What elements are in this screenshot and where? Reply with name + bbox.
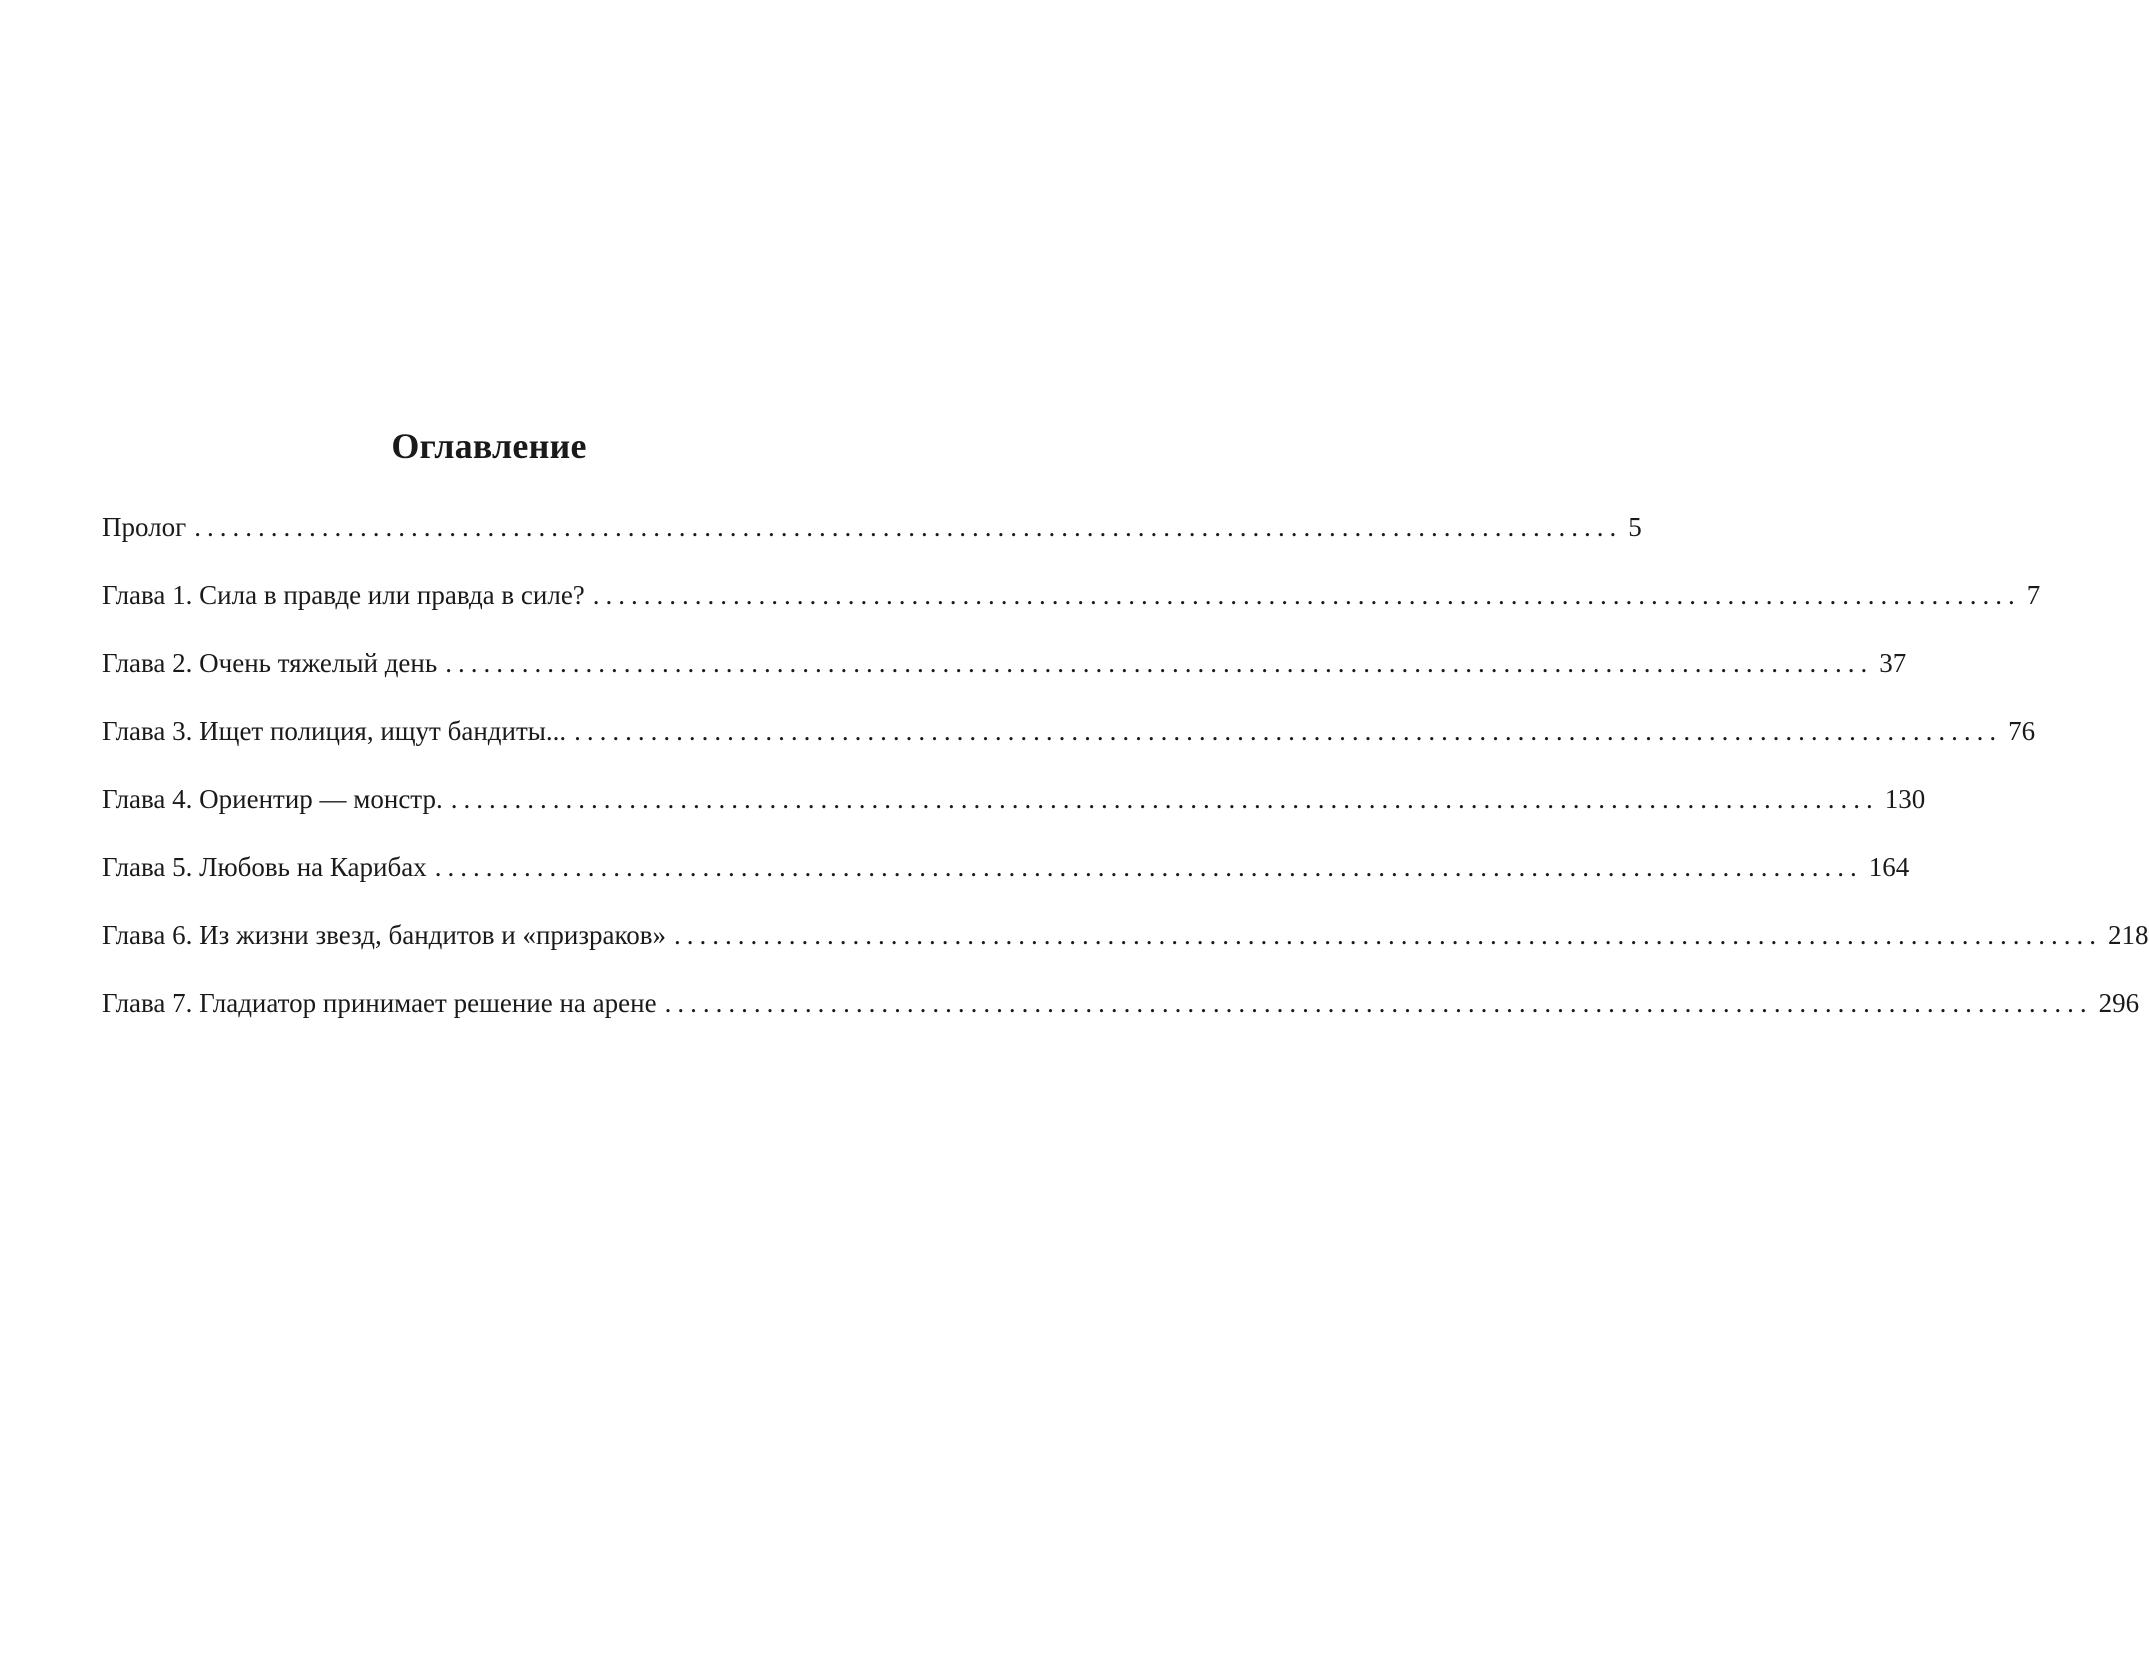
dot-leader: ................................................................................................................ bbox=[194, 512, 1623, 542]
toc-title: Оглавление bbox=[391, 426, 587, 466]
toc-entry-chapter-4[interactable] bbox=[102, 782, 1926, 850]
toc-entry-label: Глава 3. Ищет полиция, ищут бандиты... bbox=[102, 716, 567, 746]
dot-leader: ................................................................................................................ bbox=[434, 852, 1863, 882]
toc-entry-chapter-7[interactable] bbox=[102, 986, 2140, 1054]
dot-leader: ................................................................................................................ bbox=[450, 784, 1879, 814]
toc-entry-page: 7 bbox=[2026, 580, 2041, 610]
toc-entry-label: Пролог bbox=[102, 512, 187, 542]
toc-entry-chapter-3[interactable] bbox=[102, 714, 2036, 782]
toc-entry-label: Глава 4. Ориентир — монстр. bbox=[102, 784, 443, 814]
toc-entry-page: 218 bbox=[2108, 920, 2149, 950]
toc-entry-page: 130 bbox=[1884, 784, 1926, 814]
toc-entry-prologue[interactable] bbox=[102, 510, 1642, 578]
toc-entry-page: 37 bbox=[1879, 648, 1907, 678]
toc-entry-page: 76 bbox=[2008, 716, 2036, 746]
toc-entry-chapter-2[interactable] bbox=[102, 646, 1907, 714]
toc-entry-label: Глава 1. Сила в правде или правда в силе? bbox=[102, 580, 585, 610]
toc-entry-page: 164 bbox=[1868, 852, 1910, 882]
toc-entry-label: Глава 5. Любовь на Карибах bbox=[102, 852, 427, 882]
toc-entry-page: 5 bbox=[1628, 512, 1642, 542]
dot-leader: ................................................................................................................ bbox=[674, 920, 2103, 950]
toc-entry-chapter-5[interactable] bbox=[102, 850, 1910, 918]
dot-leader: ................................................................................................................ bbox=[574, 716, 2003, 746]
toc-entry-label: Глава 6. Из жизни звезд, бандитов и «призраков» bbox=[102, 920, 667, 950]
toc-entry-chapter-6[interactable] bbox=[102, 918, 2149, 986]
toc-entry-label: Глава 7. Гладиатор принимает решение на арене bbox=[102, 988, 657, 1018]
dot-leader: ................................................................................................................ bbox=[664, 988, 2093, 1018]
toc-list bbox=[102, 510, 2149, 1054]
toc-entry-label: Глава 2. Очень тяжелый день bbox=[102, 648, 438, 678]
dot-leader: ................................................................................................................ bbox=[592, 580, 2021, 610]
toc-entry-page: 296 bbox=[2098, 988, 2140, 1018]
toc-entry-chapter-1[interactable] bbox=[102, 578, 2041, 646]
dot-leader: ................................................................................................................ bbox=[445, 648, 1874, 678]
